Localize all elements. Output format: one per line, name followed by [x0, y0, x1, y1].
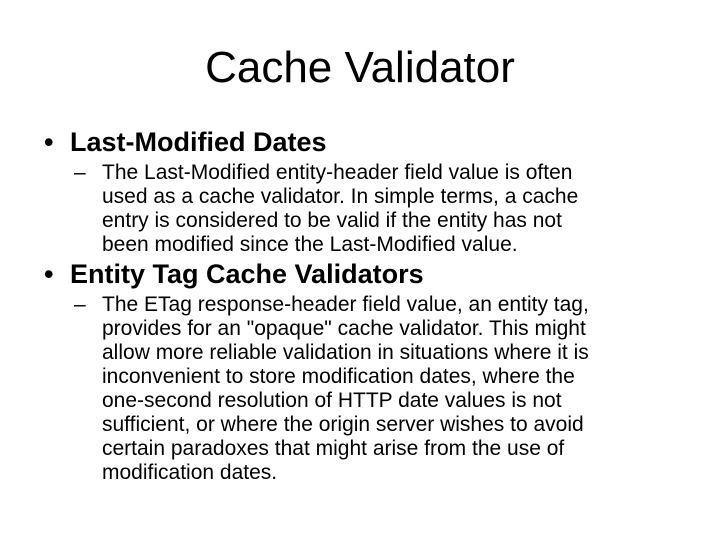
sub-bullet-marker: – — [74, 161, 86, 184]
sub-bullet-line: entry is considered to be valid if the entity has not — [102, 209, 562, 232]
sub-bullet-line: sufficient, or where the origin server wishes to avoid — [102, 413, 584, 436]
sub-bullet-entity-tag — [74, 293, 589, 485]
sub-bullet-line: The ETag response-header field value, an entity tag, — [102, 293, 589, 316]
sub-bullet-line: modification dates. — [102, 461, 278, 484]
sub-bullet-line: inconvenient to store modification dates, where the — [102, 365, 575, 388]
sub-bullet-line: used as a cache validator. In simple terms, a cache — [102, 185, 579, 208]
sub-bullet-last-modified — [74, 161, 578, 257]
bullet-marker: • — [44, 259, 54, 289]
sub-bullet-line: certain paradoxes that might arise from the use of — [102, 437, 565, 460]
sub-bullet-line: provides for an "opaque" cache validator. This might — [102, 317, 586, 340]
sub-bullet-line: The Last-Modified entity-header field value is often — [102, 161, 573, 184]
sub-bullet-line: one-second resolution of HTTP date values is not — [102, 389, 562, 412]
bullet-entity-tag-cache-validators — [44, 258, 424, 290]
sub-bullet-line: allow more reliable validation in situations where it is — [102, 341, 589, 364]
slide-title: Cache Validator — [205, 43, 515, 92]
sub-bullet-line: been modified since the Last-Modified value. — [102, 233, 518, 256]
bullet-last-modified-dates — [44, 126, 327, 158]
bullet-text: Last-Modified Dates — [70, 127, 327, 157]
sub-bullet-marker: – — [74, 293, 86, 316]
bullet-marker: • — [44, 127, 54, 157]
bullet-text: Entity Tag Cache Validators — [70, 259, 424, 289]
